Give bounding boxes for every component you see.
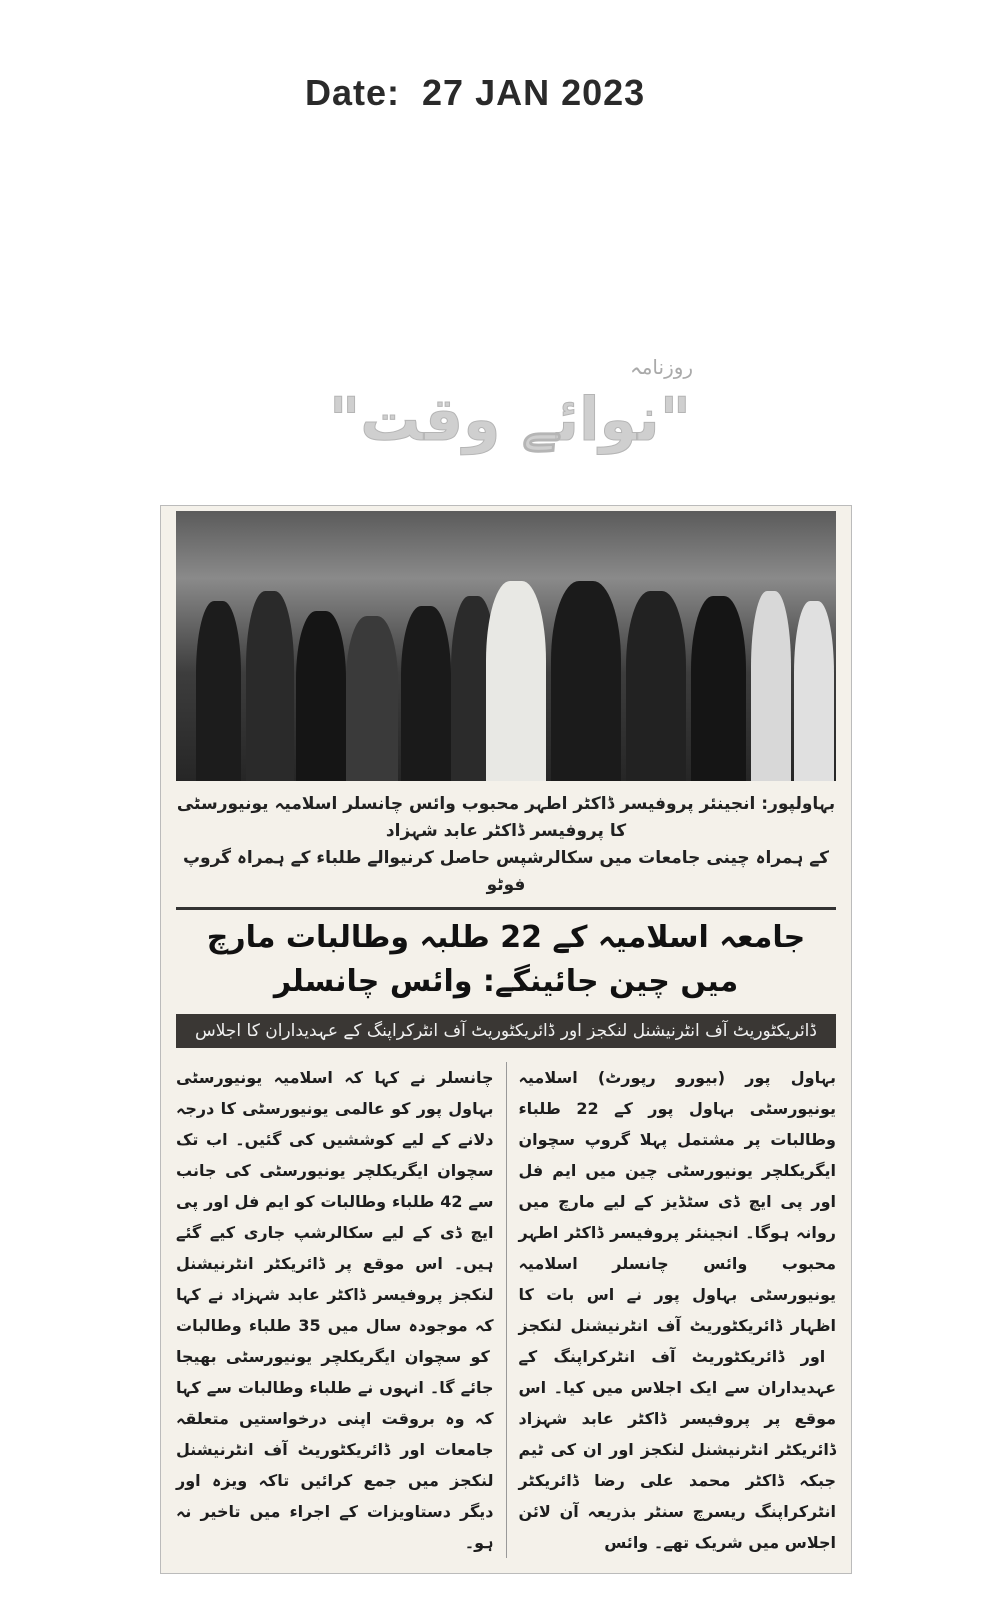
masthead-prefix: روزنامہ xyxy=(630,355,694,379)
person-silhouette xyxy=(794,601,834,781)
article-line: ویزہ اور دیگر دستاویزات کے اجراء میں تاخیر نہ ہو۔ xyxy=(176,1471,494,1552)
article-line: ڈائریکٹوریٹ آف انٹرنیشنل لنکجز میں جمع کرائیں تاکہ xyxy=(176,1440,494,1490)
article-line: یونیورسٹی کا درجہ دلانے کے لیے کوششیں کی گئیں۔ اب xyxy=(176,1099,494,1149)
newspaper-masthead: "نوائے وقت" xyxy=(329,385,691,455)
caption-line: بہاولپور: انجینئر پروفیسر ڈاکٹر اطہر محبوب وائس چانسلر اسلامیہ یونیورسٹی کا پروفیسر ڈاکٹر عابد شہزاد xyxy=(176,794,836,841)
person-silhouette xyxy=(626,591,686,781)
headline: جامعہ اسلامیہ کے 22 طلبہ وطالبات مارچ میں چین جائینگے: وائس چانسلر xyxy=(206,920,806,999)
news-clipping xyxy=(160,505,852,1574)
article-line: پروفیسر ڈاکٹر عابد شہزاد ڈائریکٹر انٹرنیشنل لنکجز اور ان کی xyxy=(518,1409,836,1459)
divider xyxy=(176,907,836,910)
article-line: بہاول پور نے اس بات کا اظہار ڈائریکٹوریٹ آف xyxy=(518,1285,836,1335)
article-line: عہدیداران سے ایک اجلاس میں کیا۔ اس موقع پر xyxy=(518,1378,837,1428)
person-silhouette xyxy=(751,591,791,781)
article-line: پروفیسر ڈاکٹر اطہر محبوب وائس چانسلر اسلامیہ یونیورسٹی xyxy=(518,1223,836,1304)
article-line: 35 طلباء وطالبات کو سچوان ایگریکلچر یونیورسٹی بھیجا xyxy=(176,1316,490,1366)
column-divider xyxy=(506,1062,507,1558)
caption-line: کے ہمراہ چینی جامعات میں سکالرشپس حاصل کرنیوالے طلباء کے ہمراہ گروپ فوٹو xyxy=(182,848,830,895)
person-silhouette xyxy=(691,596,746,781)
article-line: بہاول پور (بیورو رپورٹ) اسلامیہ یونیورسٹی xyxy=(518,1068,837,1118)
article-line: بروقت اپنی درخواستیں متعلقہ جامعات اور xyxy=(176,1409,494,1459)
person-silhouette xyxy=(486,581,546,781)
date-label: Date: xyxy=(305,72,401,113)
article-line: انٹرنیشنل لنکجز اور ڈائریکٹوریٹ آف انٹرکراپنگ کے xyxy=(518,1316,826,1366)
article-body xyxy=(176,1062,836,1558)
person-silhouette xyxy=(551,581,621,781)
article-line: سچوان ایگریکلچر یونیورسٹی چین میں ایم فل اور پی ایچ xyxy=(518,1130,837,1211)
article-line: بہاول پور کے 22 طلباء وطالبات پر مشتمل پہلا گروپ xyxy=(518,1099,836,1149)
article-line: چانسلر نے کہا کہ اسلامیہ یونیورسٹی بہاول پور کو عالمی xyxy=(176,1068,494,1118)
person-silhouette xyxy=(246,591,294,781)
article-line: جاری کیے گئے ہیں۔ اس موقع پر ڈائریکٹر انٹرنیشنل لنکجز xyxy=(176,1223,494,1304)
date-value: 27 JAN 2023 xyxy=(422,72,646,113)
article-line: پروفیسر ڈاکٹر عابد شہزاد نے کہا کہ موجودہ سال میں xyxy=(176,1285,494,1335)
person-silhouette xyxy=(401,606,451,781)
article-line: سنٹر بذریعہ آن لائن اجلاس میں شریک تھے۔ وائس xyxy=(518,1502,836,1552)
article-line: جائے گا۔ انہوں نے طلباء وطالبات سے کہا کہ وہ xyxy=(176,1378,494,1428)
person-silhouette xyxy=(296,611,346,781)
article-column-left xyxy=(176,1062,494,1558)
article-line: ٹیم جبکہ ڈاکٹر محمد علی رضا ڈائریکٹر انٹرکراپنگ ریسرچ xyxy=(518,1440,837,1521)
article-line: ڈی سٹڈیز کے لیے مارچ میں روانہ ہوگا۔ انجینئر xyxy=(518,1192,837,1242)
subheadline-banner: ڈائریکٹوریٹ آف انٹرنیشنل لنکجز اور ڈائریکٹوریٹ آف انٹرکراپنگ کے عہدیداران کا اجلاس xyxy=(176,1014,836,1048)
photo-caption xyxy=(176,791,836,899)
person-silhouette xyxy=(196,601,241,781)
article-column-right xyxy=(519,1062,837,1558)
group-photo xyxy=(176,511,836,781)
person-silhouette xyxy=(346,616,398,781)
article-line: تک سچوان ایگریکلچر یونیورسٹی کی جانب سے 42 طلباء xyxy=(176,1130,494,1211)
clipping-date xyxy=(305,72,645,114)
article-line: وطالبات کو ایم فل اور پی ایچ ڈی کے لیے سکالرشپ xyxy=(176,1192,494,1242)
